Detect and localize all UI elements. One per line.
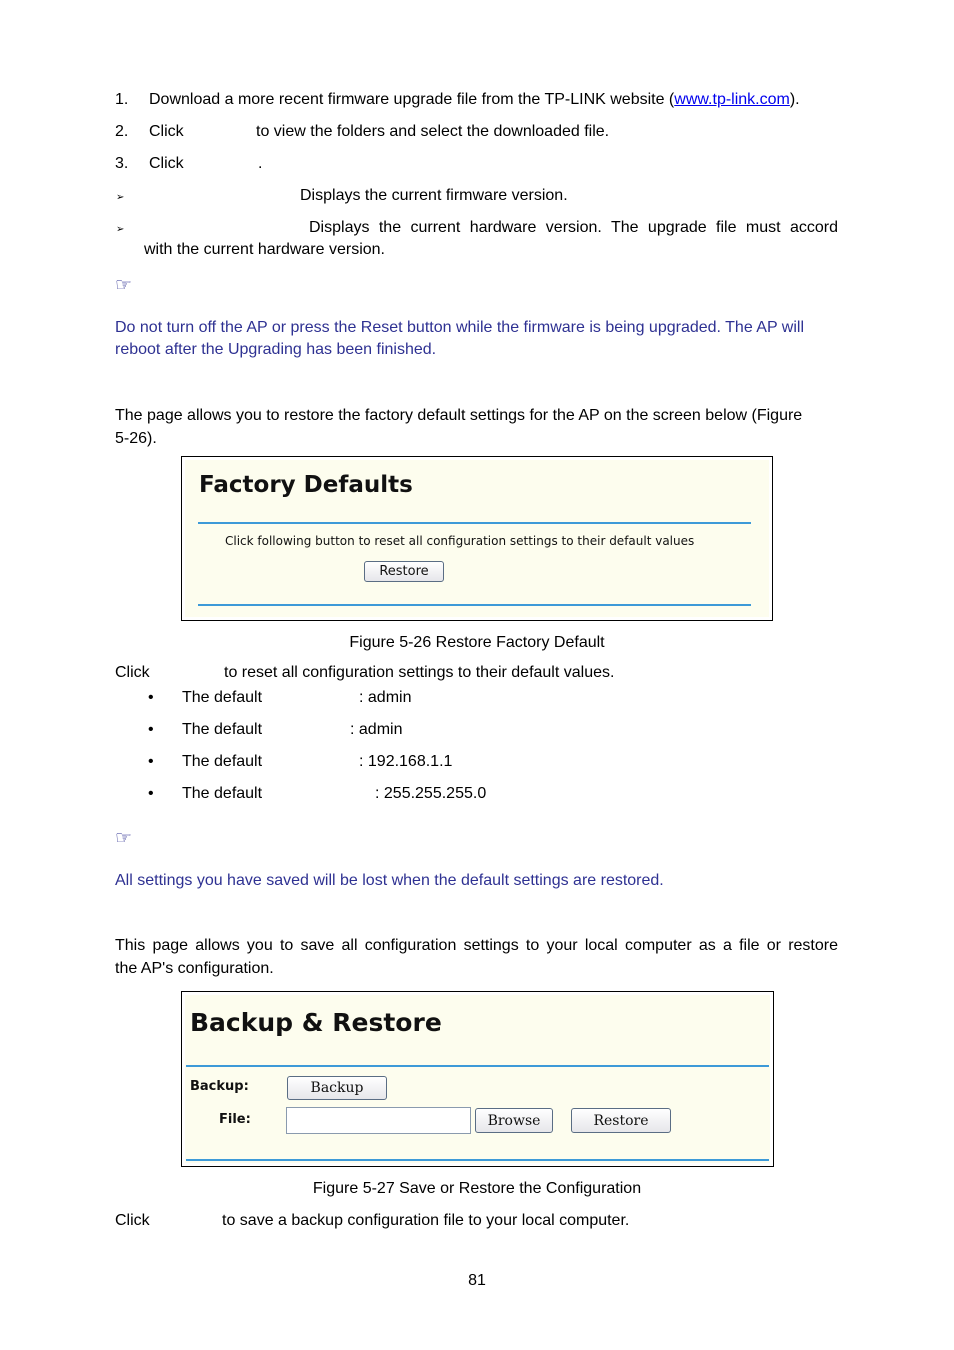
- hardware-version-desc-line2: with the current hardware version.: [144, 241, 385, 258]
- backup-button[interactable]: Backup: [287, 1076, 387, 1100]
- note-firmware-line2: reboot after the Upgrading has been finished.: [115, 341, 437, 358]
- click-backup-pre: Click: [115, 1212, 150, 1229]
- hardware-version-desc-line1: Displays the current hardware version. The upgrade file must accord: [309, 219, 838, 236]
- default-item-3-value: : 192.168.1.1: [359, 753, 453, 770]
- step-2-post: to view the folders and select the downloaded file.: [256, 123, 610, 140]
- factory-intro-line1: The page allows you to restore the factory default settings for the AP on the screen below (Figure: [115, 407, 803, 424]
- arrowhead-icon: ➢: [116, 192, 125, 203]
- pointing-hand-icon: ☞: [115, 274, 133, 296]
- figure-26-caption: Figure 5-26 Restore Factory Default: [349, 634, 605, 651]
- backup-restore-bottom-rule: [186, 1159, 769, 1161]
- file-path-input[interactable]: [286, 1107, 471, 1134]
- arrowhead-icon: ➢: [116, 224, 125, 235]
- default-item-1-label: The default: [182, 689, 263, 706]
- tp-link-website-link[interactable]: www.tp-link.com: [674, 91, 790, 108]
- backup-restore-panel: [181, 991, 774, 1167]
- step-2-pre: Click: [149, 123, 184, 140]
- restore-config-button[interactable]: Restore: [571, 1108, 671, 1133]
- default-item-3-label: The default: [182, 753, 263, 770]
- page-number: 81: [468, 1272, 486, 1289]
- file-label: File:: [219, 1112, 251, 1127]
- step-1-text: [149, 91, 800, 109]
- backup-intro-line2: the AP's configuration.: [115, 960, 274, 977]
- step-3-pre: Click: [149, 155, 184, 172]
- factory-defaults-top-rule: [198, 522, 751, 524]
- browse-button[interactable]: Browse: [475, 1108, 553, 1133]
- step-1-pre: Download a more recent firmware upgrade file from the TP-LINK website (: [149, 91, 675, 108]
- firmware-version-desc: Displays the current firmware version.: [300, 187, 568, 204]
- click-restore-pre: Click: [115, 664, 150, 681]
- note-firmware-line1: Do not turn off the AP or press the Reset button while the firmware is being upgraded. The AP will: [115, 319, 804, 336]
- factory-intro-line2: 5-26).: [115, 430, 157, 447]
- bullet-dot-icon: •: [148, 689, 154, 706]
- step-1-post: ).: [789, 91, 800, 108]
- backup-restore-title: Backup & Restore: [190, 1008, 442, 1037]
- factory-defaults-panel: [181, 456, 773, 621]
- factory-defaults-description: Click following button to reset all configuration settings to their default values: [225, 534, 695, 548]
- default-item-4-label: The default: [182, 785, 263, 802]
- step-1-number: 1.: [115, 91, 129, 108]
- backup-intro-line1: This page allows you to save all configuration settings to your local computer as a file or restore: [115, 937, 838, 954]
- default-item-1-value: : admin: [359, 689, 412, 706]
- default-item-4-value: : 255.255.255.0: [375, 785, 487, 802]
- click-backup-post: to save a backup configuration file to your local computer.: [222, 1212, 630, 1229]
- note-restore-warning: All settings you have saved will be lost when the default settings are restored.: [115, 872, 664, 889]
- backup-restore-top-rule: [186, 1065, 769, 1067]
- figure-27-caption: Figure 5-27 Save or Restore the Configuration: [312, 1180, 642, 1197]
- step-3-number: 3.: [115, 155, 129, 172]
- default-item-2-value: : admin: [350, 721, 403, 738]
- restore-factory-button[interactable]: Restore: [364, 561, 444, 582]
- factory-defaults-title: Factory Defaults: [199, 472, 413, 498]
- pointing-hand-icon: ☞: [115, 827, 133, 849]
- backup-label: Backup:: [190, 1079, 249, 1094]
- bullet-dot-icon: •: [148, 721, 154, 738]
- click-restore-post: to reset all configuration settings to their default values.: [224, 664, 615, 681]
- bullet-dot-icon: •: [148, 785, 154, 802]
- step-3-post: .: [258, 155, 263, 172]
- step-2-number: 2.: [115, 123, 129, 140]
- default-item-2-label: The default: [182, 721, 263, 738]
- bullet-dot-icon: •: [148, 753, 154, 770]
- factory-defaults-bottom-rule: [198, 604, 751, 606]
